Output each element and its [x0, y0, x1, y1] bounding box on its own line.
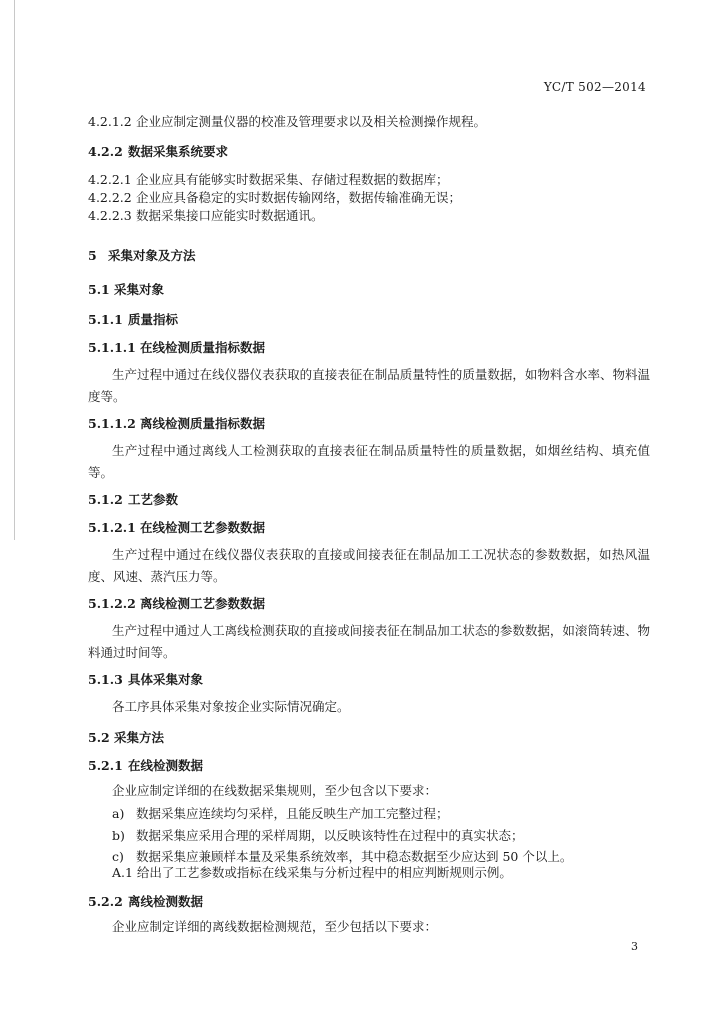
heading-title: 采集对象: [114, 282, 165, 297]
heading-4-2-2: [88, 142, 228, 160]
list-item-text: 数据采集应采用合理的采样周期，以反映该特性在过程中的真实状态；: [136, 828, 524, 843]
page-number: 3: [631, 940, 638, 953]
paragraph-5-1-3: 各工序具体采集对象按企业实际情况确定。: [112, 699, 350, 714]
note-a-1: A.1 给出了工艺参数或指标在线采集与分析过程中的相应判断规则示例。: [112, 865, 512, 880]
heading-title: 在线检测质量指标数据: [140, 340, 266, 355]
clause-4-2-1-2: [88, 112, 486, 130]
list-item-label: c): [112, 849, 124, 864]
heading-title: 在线检测工艺参数数据: [140, 520, 266, 535]
clause-number: 4.2.2.3: [88, 208, 132, 223]
heading-title: 离线检测数据: [128, 894, 204, 909]
heading-5-1-2-1: [88, 518, 265, 536]
heading-title: 离线检测工艺参数数据: [140, 596, 266, 611]
clause-4-2-2-1: [88, 170, 449, 188]
heading-title: 采集对象及方法: [108, 248, 196, 263]
paragraph-5-1-2-2: 生产过程中通过人工离线检测获取的直接或间接表征在制品加工状态的参数数据，如滚筒转速、物料通过时间等。: [88, 623, 650, 660]
list-item-label: a): [112, 806, 125, 821]
heading-number: 5.1.2.1: [88, 520, 136, 535]
clause-number: 4.2.1.2: [88, 114, 132, 129]
heading-number: 5: [88, 248, 97, 263]
heading-title: 采集方法: [114, 730, 165, 745]
heading-5-1-2: [88, 490, 178, 508]
heading-number: 5.1.2: [88, 492, 123, 507]
heading-title: 质量指标: [128, 312, 179, 327]
heading-5-1-1-2: [88, 414, 265, 432]
heading-5-1-2-2: [88, 594, 265, 612]
heading-number: 5.1.1.1: [88, 340, 136, 355]
heading-number: 5.1.3: [88, 672, 123, 687]
heading-5-2-2: [88, 892, 203, 910]
heading-number: 5.2.1: [88, 758, 123, 773]
list-item-text: 数据采集应兼顾样本量及采集系统效率，其中稳态数据至少应达到 50 个以上。: [136, 849, 573, 864]
clause-number: 4.2.2.1: [88, 172, 132, 187]
clause-number: 4.2.2.2: [88, 190, 132, 205]
list-item-text: 数据采集应连续均匀采样，且能反映生产加工完整过程；: [136, 806, 449, 821]
heading-number: 5.1.1.2: [88, 416, 136, 431]
list-item: [112, 804, 449, 822]
heading-5-2: [88, 728, 164, 746]
heading-5-1-1: [88, 310, 178, 328]
paragraph-5-2-1-intro: 企业应制定详细的在线数据采集规则，至少包含以下要求：: [112, 783, 438, 798]
heading-number: 5.2.2: [88, 894, 123, 909]
scan-edge-line: [14, 0, 15, 540]
heading-5: [88, 246, 196, 264]
heading-number: 5.1: [88, 282, 110, 297]
heading-title: 工艺参数: [128, 492, 179, 507]
paragraph-5-1-2-1: 生产过程中通过在线仪器仪表获取的直接或间接表征在制品加工工况状态的参数数据，如热风温度、风速、蒸汽压力等。: [88, 547, 650, 584]
heading-title: 数据采集系统要求: [128, 144, 229, 159]
clause-text: 企业应制定测量仪器的校准及管理要求以及相关检测操作规程。: [136, 114, 487, 129]
clause-text: 企业应具备稳定的实时数据传输网络，数据传输准确无误；: [136, 190, 462, 205]
heading-number: 5.1.1: [88, 312, 123, 327]
list-item: [112, 826, 524, 844]
clause-text: 企业应具有能够实时数据采集、存储过程数据的数据库；: [136, 172, 449, 187]
document-code: YC/T 502—2014: [543, 80, 646, 94]
heading-5-1-3: [88, 670, 203, 688]
clause-4-2-2-3: [88, 206, 324, 224]
heading-title: 具体采集对象: [128, 672, 204, 687]
heading-number: 4.2.2: [88, 144, 123, 159]
heading-5-1-1-1: [88, 338, 265, 356]
heading-number: 5.2: [88, 730, 110, 745]
paragraph-5-1-1-2: 生产过程中通过离线人工检测获取的直接表征在制品质量特性的质量数据，如烟丝结构、填充值等。: [88, 443, 650, 480]
list-item-label: b): [112, 828, 125, 843]
heading-5-1: [88, 280, 164, 298]
clause-4-2-2-2: [88, 188, 461, 206]
heading-title: 在线检测数据: [128, 758, 204, 773]
paragraph-5-1-1-1: 生产过程中通过在线仪器仪表获取的直接表征在制品质量特性的质量数据，如物料含水率、物料温度等。: [88, 367, 650, 404]
paragraph-5-2-2-intro: 企业应制定详细的离线数据检测规范，至少包括以下要求：: [112, 919, 438, 934]
heading-title: 离线检测质量指标数据: [140, 416, 266, 431]
clause-text: 数据采集接口应能实时数据通讯。: [136, 208, 324, 223]
heading-number: 5.1.2.2: [88, 596, 136, 611]
heading-5-2-1: [88, 756, 203, 774]
